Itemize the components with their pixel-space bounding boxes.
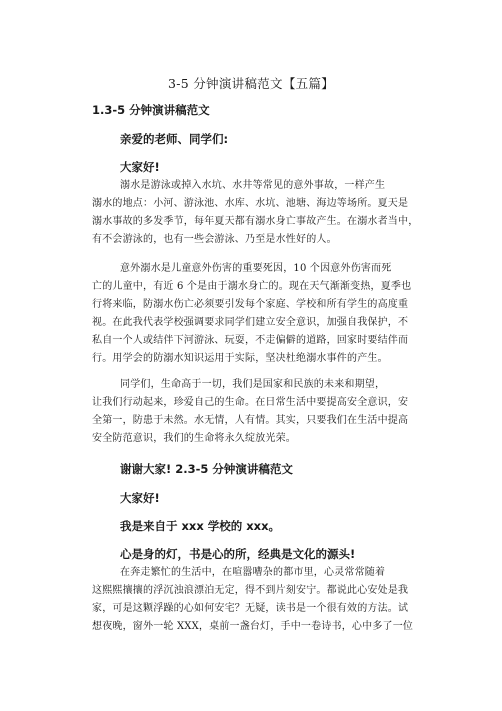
paragraph-line: 安全防范意识，我们的生命将永久绽放光荣。 [92,433,296,444]
section-2-slogan: 心是身的灯，书是心的所，经典是文化的源头! [120,547,356,561]
section-2-paragraph-1 [92,564,414,636]
section-1-paragraph-2 [92,260,414,368]
paragraph-line: 行将来临，防溺水伤亡必须要引发每个家庭、学校和所有学生的高度重 [92,299,409,310]
section-1-paragraph-1 [92,177,419,249]
paragraph-line: 私自一个人或结伴下河游泳、玩耍，不走偏僻的道路，回家时要结伴而 [92,335,409,346]
paragraph-line: 同学们，生命高于一切，我们是国家和民族的未来和期望， [120,379,386,390]
paragraph-line: 有不会游泳的，也有一些会游泳、乃至是水性好的人。 [92,234,337,245]
paragraph-line: 溺水是游泳或掉入水坑、水井等常见的意外事故，一样产生 [120,180,386,191]
section-1-heading: 1.3-5 分钟演讲稿范文 [92,103,210,117]
paragraph-line: 视。在此我代表学校强调要求同学们建立安全意识，加强自我保护，不 [92,317,409,328]
paragraph-line: 在奔走繁忙的生活中，在喧嚣嘈杂的都市里，心灵常常随着 [120,567,386,578]
section-1-hello: 大家好! [120,160,160,174]
paragraph-line: 全第一，防患于未然。水无情，人有情。其实，只要我们在生活中提高 [92,415,409,426]
section-1-greeting: 亲爱的老师、同学们: [120,132,229,146]
paragraph-line: 行。用学会的防溺水知识运用于实际，坚决杜绝溺水事件的产生。 [92,353,388,364]
section-2-intro: 我是来自于 xxx 学校的 xxx。 [120,519,281,533]
section-1-paragraph-3 [92,376,414,448]
document-title: 3-5 分钟演讲稿范文【五篇】 [167,76,335,91]
paragraph-line: 意外溺水是儿童意外伤害的重要死因，10 个因意外伤害而死 [120,263,392,274]
paragraph-line: 家，可是这颗浮躁的心如何安宅？无疑，读书是一个很有效的方法。试 [92,603,409,614]
section-2-hello: 大家好! [120,491,160,505]
paragraph-line: 想夜晚，窗外一轮 XXX，桌前一盏台灯，手中一卷诗书，心中多了一位 [92,621,414,632]
section-1-closing: 谢谢大家! 2.3-5 分钟演讲稿范文 [120,462,293,476]
paragraph-line: 让我们行动起来，珍爱自己的生命。在日常生活中要提高安全意识，安 [92,397,409,408]
paragraph-line: 这熙熙攘攘的浮沉浊浪漂泊无定，得不到片刻安宁。都说此心安处是我 [92,585,409,596]
paragraph-line: 亡的儿童中，有近 6 个是由于溺水身亡的。现在天气渐渐变热，夏季也 [92,281,412,292]
paragraph-line: 溺水的地点：小河、游泳池、水库、水坑、池塘、海边等场所。夏天是 [92,198,409,209]
paragraph-line: 溺水事故的多发季节，每年夏天都有溺水身亡事故产生。在溺水者当中， [92,216,419,227]
